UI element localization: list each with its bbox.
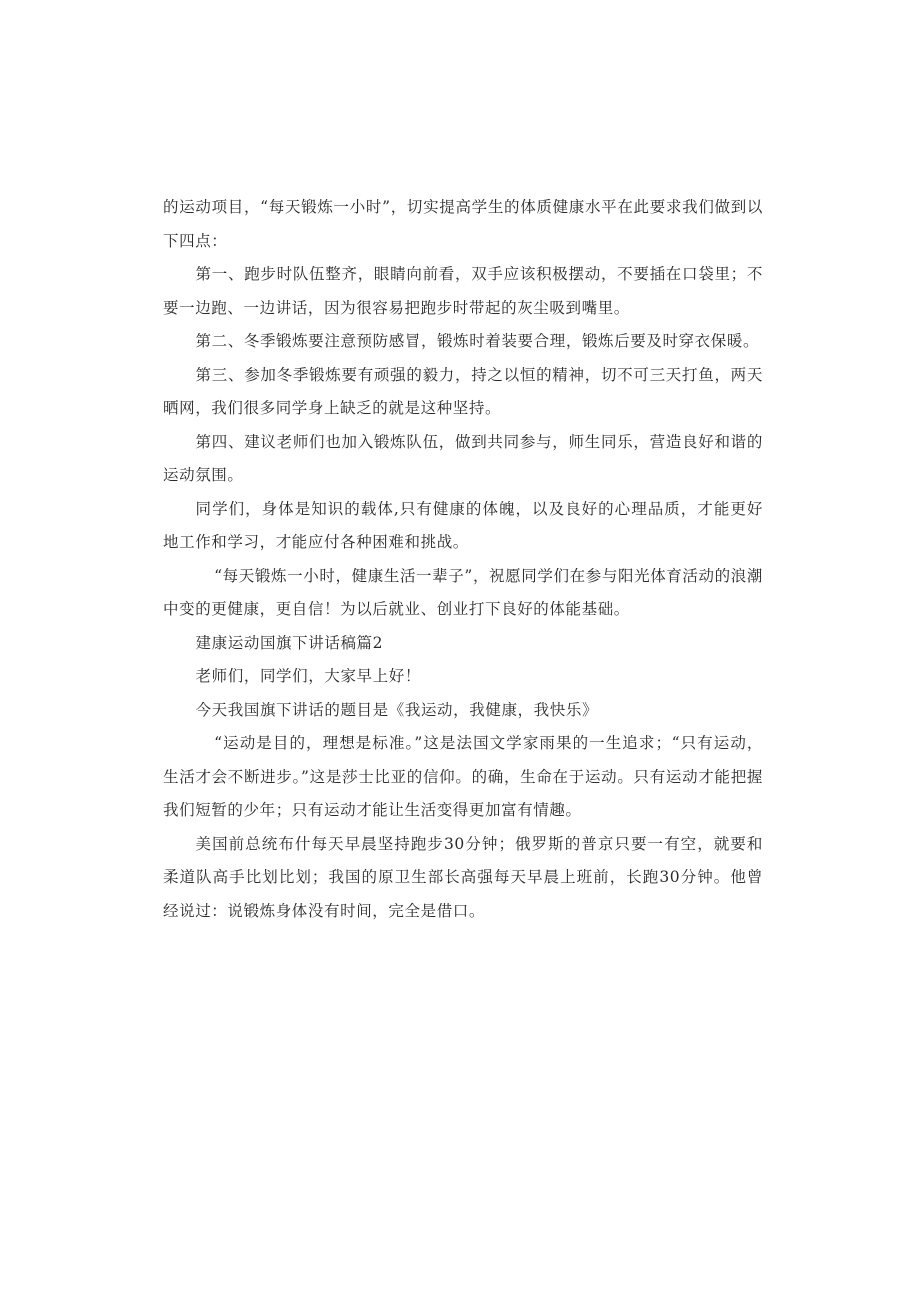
document-body — [163, 191, 763, 928]
section-heading: 建康运动国旗下讲话稿篇2 — [195, 633, 384, 652]
paragraph-examples: 美国前总统布什每天早晨坚持跑步30分钟；俄罗斯的普京只要一有空，就要和柔道队高手比划比划；我国的原卫生部长高强每天早晨上班前，长跑30分钟。他曾经说过：说锻炼身体没有时间，完全是借口。 — [163, 834, 763, 920]
paragraph-point-four: 第四、建议老师们也加入锻炼队伍，做到共同参与，师生同乐，营造良好和谐的运动氛围。 — [163, 432, 763, 484]
paragraph-topic: 今天我国旗下讲话的题目是《我运动，我健康，我快乐》 — [195, 700, 599, 719]
paragraph-wishes: “每天锻炼一小时，健康生活一辈子”，祝愿同学们在参与阳光体育活动的浪潮中变的更健康，更自信！为以后就业、创业打下良好的体能基础。 — [163, 566, 763, 618]
paragraph-point-two: 第二、冬季锻炼要注意预防感冒，锻炼时着装要合理，锻炼后要及时穿衣保暖。 — [195, 332, 760, 350]
paragraph-quotes: “运动是目的，理想是标准。”这是法国文学家雨果的一生追求；“只有运动，生活才会不断进步。”这是莎士比亚的信仰。的确，生命在于运动。只有运动才能把握我们短暂的少年；只有运动才能让生活变得更加富有情趣。 — [163, 734, 763, 819]
paragraph-greeting: 老师们，同学们，大家早上好！ — [195, 667, 421, 685]
paragraph-point-three: 第三、参加冬季锻炼要有顽强的毅力，持之以恒的精神，切不可三天打鱼，两天晒网，我们很多同学身上缺乏的就是这种坚持。 — [163, 365, 763, 417]
paragraph-point-one: 第一、跑步时队伍整齐，眼睛向前看，双手应该积极摆动，不要插在口袋里；不要一边跑、一边讲话，因为很容易把跑步时带起的灰尘吸到嘴里。 — [163, 265, 763, 317]
paragraph-students: 同学们，身体是知识的载体,只有健康的体魄，以及良好的心理品质，才能更好地工作和学习，才能应付各种困难和挑战。 — [163, 499, 763, 551]
paragraph-intro-continuation: 的运动项目，“每天锻炼一小时”，切实提高学生的体质健康水平在此要求我们做到以下四点： — [163, 198, 763, 250]
